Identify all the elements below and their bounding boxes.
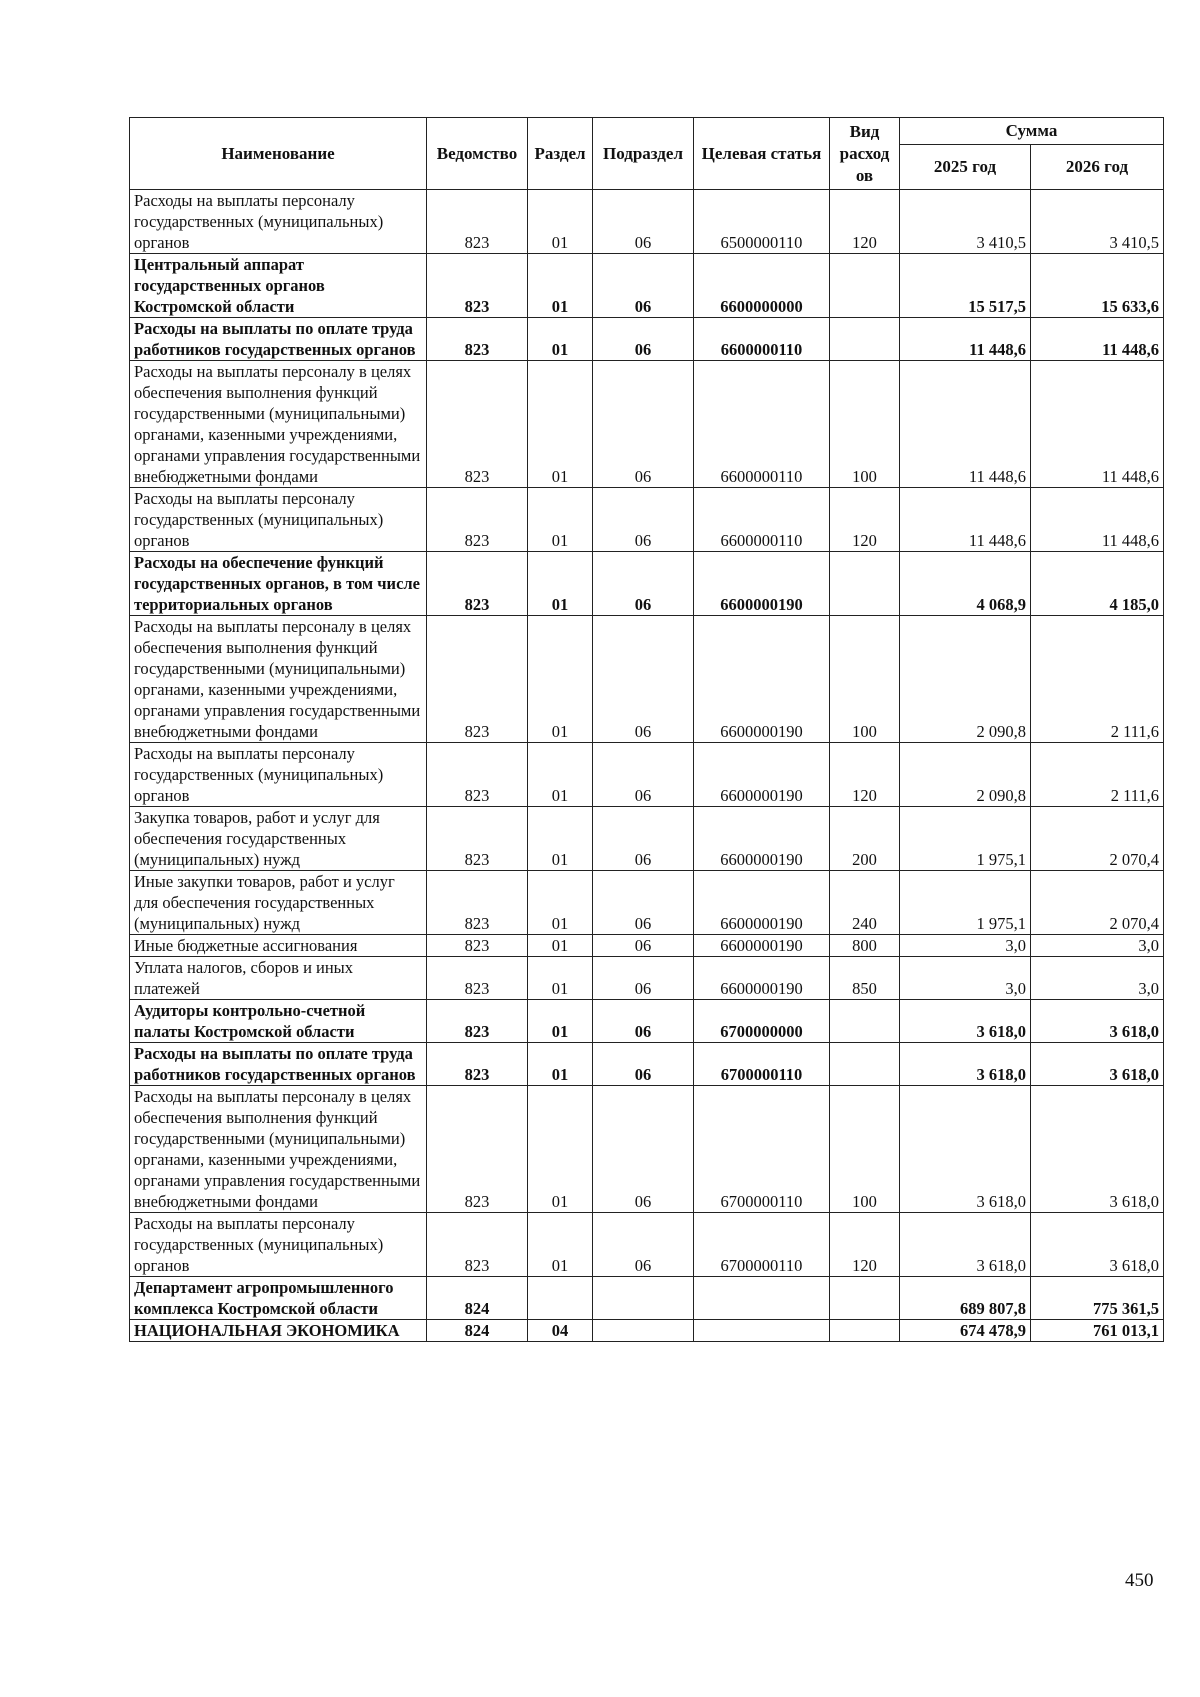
header-vid-raskhodov: Вид расход ов [830, 118, 900, 190]
row-razdel: 01 [528, 318, 593, 361]
row-tselevaya-statya: 6600000190 [694, 935, 830, 957]
row-vid-raskhodov: 120 [830, 488, 900, 552]
row-vedomstvo: 823 [427, 743, 528, 807]
row-tselevaya-statya: 6600000110 [694, 488, 830, 552]
row-sum-2025: 1 975,1 [900, 807, 1031, 871]
row-podrazdel: 06 [593, 488, 694, 552]
table-row [130, 743, 1164, 807]
row-sum-2026: 11 448,6 [1031, 488, 1164, 552]
row-sum-2025: 2 090,8 [900, 743, 1031, 807]
table-body [130, 190, 1164, 1342]
row-sum-2026: 3 618,0 [1031, 1086, 1164, 1213]
row-vid-raskhodov [830, 1000, 900, 1043]
table-row [130, 935, 1164, 957]
row-name: Расходы на обеспечение функций государственных органов, в том числе территориальных органов [130, 552, 427, 616]
row-podrazdel [593, 1320, 694, 1342]
row-razdel: 01 [528, 488, 593, 552]
row-vedomstvo: 823 [427, 361, 528, 488]
row-sum-2026: 3 618,0 [1031, 1000, 1164, 1043]
row-name: Закупка товаров, работ и услуг для обеспечения государственных (муниципальных) нужд [130, 807, 427, 871]
row-sum-2025: 3 618,0 [900, 1000, 1031, 1043]
row-vid-raskhodov: 850 [830, 957, 900, 1000]
row-sum-2026: 3 618,0 [1031, 1043, 1164, 1086]
row-vid-raskhodov: 100 [830, 616, 900, 743]
header-summa: Сумма [900, 118, 1164, 145]
row-podrazdel: 06 [593, 616, 694, 743]
row-name: Аудиторы контрольно-счетной палаты Костромской области [130, 1000, 427, 1043]
row-name: Расходы на выплаты персоналу государственных (муниципальных) органов [130, 190, 427, 254]
row-podrazdel: 06 [593, 935, 694, 957]
row-tselevaya-statya: 6500000110 [694, 190, 830, 254]
row-vedomstvo: 823 [427, 957, 528, 1000]
row-sum-2025: 674 478,9 [900, 1320, 1031, 1342]
row-vedomstvo: 823 [427, 935, 528, 957]
row-vid-raskhodov [830, 1320, 900, 1342]
row-vedomstvo: 823 [427, 190, 528, 254]
row-razdel: 01 [528, 552, 593, 616]
table-row [130, 1277, 1164, 1320]
row-sum-2026: 11 448,6 [1031, 318, 1164, 361]
row-vedomstvo: 823 [427, 488, 528, 552]
row-tselevaya-statya: 6600000110 [694, 318, 830, 361]
row-razdel: 01 [528, 743, 593, 807]
row-sum-2026: 2 070,4 [1031, 807, 1164, 871]
row-name: Иные закупки товаров, работ и услуг для обеспечения государственных (муниципальных) нужд [130, 871, 427, 935]
row-sum-2025: 2 090,8 [900, 616, 1031, 743]
row-podrazdel: 06 [593, 318, 694, 361]
row-vid-raskhodov: 240 [830, 871, 900, 935]
row-name: Расходы на выплаты персоналу в целях обеспечения выполнения функций государственными (муниципальными) органами, казенными учреждениями, органами управления государственными внебюджетными фондами [130, 361, 427, 488]
row-vedomstvo: 823 [427, 254, 528, 318]
table-row [130, 361, 1164, 488]
row-razdel: 01 [528, 871, 593, 935]
row-razdel: 01 [528, 957, 593, 1000]
header-tselevaya-statya: Целевая статья [694, 118, 830, 190]
table-row [130, 1043, 1164, 1086]
row-vedomstvo: 823 [427, 552, 528, 616]
row-name: Уплата налогов, сборов и иных платежей [130, 957, 427, 1000]
table-row [130, 871, 1164, 935]
row-tselevaya-statya: 6600000190 [694, 807, 830, 871]
row-sum-2025: 3 618,0 [900, 1086, 1031, 1213]
row-razdel: 01 [528, 935, 593, 957]
row-name: Расходы на выплаты персоналу в целях обеспечения выполнения функций государственными (муниципальными) органами, казенными учреждениями, органами управления государственными внебюджетными фондами [130, 616, 427, 743]
row-name: Иные бюджетные ассигнования [130, 935, 427, 957]
row-vedomstvo: 823 [427, 871, 528, 935]
row-sum-2026: 775 361,5 [1031, 1277, 1164, 1320]
row-podrazdel: 06 [593, 871, 694, 935]
row-sum-2025: 11 448,6 [900, 488, 1031, 552]
row-name: Департамент агропромышленного комплекса Костромской области [130, 1277, 427, 1320]
row-name: Расходы на выплаты по оплате труда работников государственных органов [130, 318, 427, 361]
row-razdel: 01 [528, 190, 593, 254]
row-podrazdel: 06 [593, 552, 694, 616]
row-sum-2025: 11 448,6 [900, 318, 1031, 361]
row-podrazdel [593, 1277, 694, 1320]
row-razdel: 01 [528, 254, 593, 318]
row-razdel: 04 [528, 1320, 593, 1342]
row-podrazdel: 06 [593, 1086, 694, 1213]
row-podrazdel: 06 [593, 1043, 694, 1086]
table-row [130, 807, 1164, 871]
table-row [130, 1000, 1164, 1043]
row-tselevaya-statya: 6600000110 [694, 361, 830, 488]
row-sum-2025: 689 807,8 [900, 1277, 1031, 1320]
row-sum-2025: 1 975,1 [900, 871, 1031, 935]
row-vid-raskhodov [830, 1277, 900, 1320]
row-podrazdel: 06 [593, 807, 694, 871]
row-name: Центральный аппарат государственных органов Костромской области [130, 254, 427, 318]
row-tselevaya-statya: 6600000190 [694, 871, 830, 935]
row-sum-2026: 15 633,6 [1031, 254, 1164, 318]
row-podrazdel: 06 [593, 254, 694, 318]
row-podrazdel: 06 [593, 361, 694, 488]
row-tselevaya-statya: 6600000190 [694, 552, 830, 616]
table-header [130, 118, 1164, 190]
row-razdel: 01 [528, 1043, 593, 1086]
row-vedomstvo: 823 [427, 1213, 528, 1277]
row-tselevaya-statya [694, 1320, 830, 1342]
table-row [130, 318, 1164, 361]
table-row [130, 1213, 1164, 1277]
row-podrazdel: 06 [593, 1213, 694, 1277]
header-name: Наименование [130, 118, 427, 190]
row-vedomstvo: 823 [427, 1043, 528, 1086]
row-vid-raskhodov [830, 1043, 900, 1086]
row-tselevaya-statya: 6700000110 [694, 1086, 830, 1213]
row-vid-raskhodov: 120 [830, 190, 900, 254]
row-tselevaya-statya [694, 1277, 830, 1320]
row-sum-2026: 11 448,6 [1031, 361, 1164, 488]
row-sum-2026: 3,0 [1031, 957, 1164, 1000]
table-row [130, 552, 1164, 616]
row-razdel: 01 [528, 616, 593, 743]
row-name: Расходы на выплаты персоналу государственных (муниципальных) органов [130, 488, 427, 552]
row-vedomstvo: 824 [427, 1320, 528, 1342]
row-vid-raskhodov [830, 318, 900, 361]
row-razdel: 01 [528, 807, 593, 871]
header-vedomstvo: Ведомство [427, 118, 528, 190]
row-razdel: 01 [528, 1213, 593, 1277]
row-name: Расходы на выплаты персоналу государственных (муниципальных) органов [130, 743, 427, 807]
row-vedomstvo: 823 [427, 616, 528, 743]
header-year-2025: 2025 год [900, 145, 1031, 190]
row-sum-2026: 2 111,6 [1031, 743, 1164, 807]
row-vid-raskhodov: 200 [830, 807, 900, 871]
row-vedomstvo: 823 [427, 1000, 528, 1043]
row-podrazdel: 06 [593, 743, 694, 807]
row-podrazdel: 06 [593, 957, 694, 1000]
row-tselevaya-statya: 6600000000 [694, 254, 830, 318]
row-sum-2025: 3 410,5 [900, 190, 1031, 254]
row-vid-raskhodov: 100 [830, 361, 900, 488]
row-vid-raskhodov: 800 [830, 935, 900, 957]
row-vedomstvo: 823 [427, 318, 528, 361]
table-row [130, 1320, 1164, 1342]
row-tselevaya-statya: 6700000110 [694, 1043, 830, 1086]
row-razdel: 01 [528, 1086, 593, 1213]
header-year-2026: 2026 год [1031, 145, 1164, 190]
row-tselevaya-statya: 6600000190 [694, 743, 830, 807]
row-tselevaya-statya: 6700000110 [694, 1213, 830, 1277]
row-vid-raskhodov: 120 [830, 1213, 900, 1277]
row-sum-2026: 3 410,5 [1031, 190, 1164, 254]
row-sum-2025: 3 618,0 [900, 1043, 1031, 1086]
table-row [130, 957, 1164, 1000]
table-row [130, 190, 1164, 254]
row-podrazdel: 06 [593, 190, 694, 254]
page-number: 450 [1125, 1570, 1154, 1591]
row-vedomstvo: 823 [427, 807, 528, 871]
row-vedomstvo: 823 [427, 1086, 528, 1213]
row-sum-2026: 761 013,1 [1031, 1320, 1164, 1342]
row-vedomstvo: 824 [427, 1277, 528, 1320]
row-razdel [528, 1277, 593, 1320]
row-vid-raskhodov [830, 254, 900, 318]
row-vid-raskhodov: 120 [830, 743, 900, 807]
row-sum-2026: 3 618,0 [1031, 1213, 1164, 1277]
row-sum-2025: 3,0 [900, 935, 1031, 957]
row-sum-2025: 15 517,5 [900, 254, 1031, 318]
row-name: НАЦИОНАЛЬНАЯ ЭКОНОМИКА [130, 1320, 427, 1342]
budget-table [129, 117, 1164, 1342]
header-razdel: Раздел [528, 118, 593, 190]
row-podrazdel: 06 [593, 1000, 694, 1043]
table-row [130, 616, 1164, 743]
row-name: Расходы на выплаты персоналу в целях обеспечения выполнения функций государственными (муниципальными) органами, казенными учреждениями, органами управления государственными внебюджетными фондами [130, 1086, 427, 1213]
row-vid-raskhodov [830, 552, 900, 616]
table-row [130, 1086, 1164, 1213]
table-row [130, 254, 1164, 318]
row-sum-2025: 3 618,0 [900, 1213, 1031, 1277]
row-sum-2025: 3,0 [900, 957, 1031, 1000]
row-sum-2025: 11 448,6 [900, 361, 1031, 488]
row-sum-2026: 3,0 [1031, 935, 1164, 957]
row-razdel: 01 [528, 361, 593, 488]
row-sum-2026: 4 185,0 [1031, 552, 1164, 616]
row-sum-2026: 2 111,6 [1031, 616, 1164, 743]
row-name: Расходы на выплаты персоналу государственных (муниципальных) органов [130, 1213, 427, 1277]
row-sum-2025: 4 068,9 [900, 552, 1031, 616]
header-podrazdel: Подраздел [593, 118, 694, 190]
table-row [130, 488, 1164, 552]
row-sum-2026: 2 070,4 [1031, 871, 1164, 935]
row-tselevaya-statya: 6600000190 [694, 616, 830, 743]
row-razdel: 01 [528, 1000, 593, 1043]
row-tselevaya-statya: 6700000000 [694, 1000, 830, 1043]
row-tselevaya-statya: 6600000190 [694, 957, 830, 1000]
row-vid-raskhodov: 100 [830, 1086, 900, 1213]
row-name: Расходы на выплаты по оплате труда работников государственных органов [130, 1043, 427, 1086]
